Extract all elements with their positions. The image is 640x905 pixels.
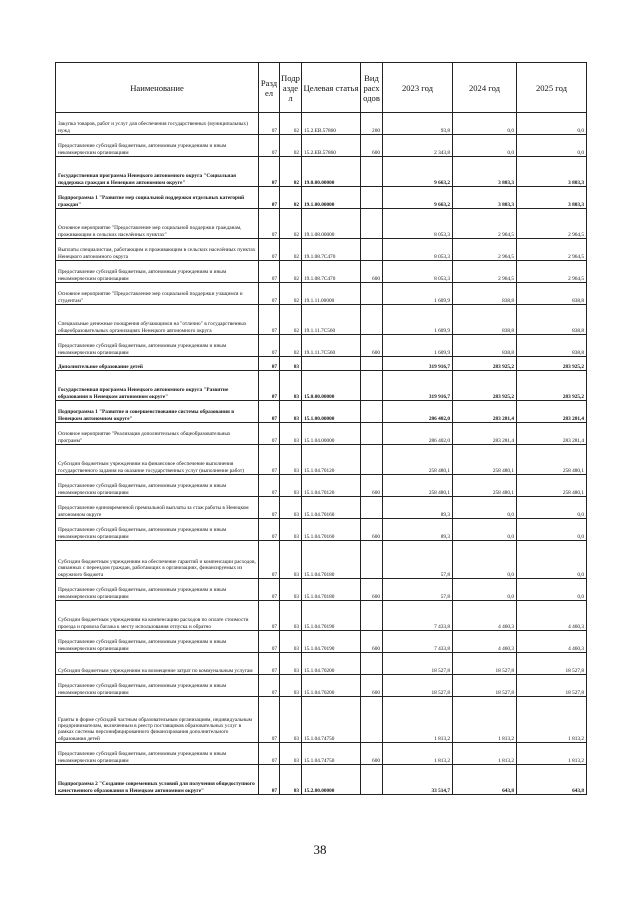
cell-section: 07 xyxy=(259,239,280,261)
cell-year-2023: 8 053,3 xyxy=(383,261,453,283)
cell-year-2025: 3 803,3 xyxy=(517,187,587,209)
cell-section: 07 xyxy=(259,261,280,283)
cell-expense-type xyxy=(361,401,383,423)
cell-subsection: 03 xyxy=(280,497,302,519)
cell-expense-type: 600 xyxy=(361,335,383,357)
cell-section: 07 xyxy=(259,209,280,239)
table-row xyxy=(56,283,587,305)
cell-expense-type xyxy=(361,697,383,743)
cell-name: Предоставление субсидий бюджетным, автономным учреждениям и иным некоммерческим организациям xyxy=(56,135,259,157)
cell-year-2024: 0,0 xyxy=(453,135,517,157)
cell-name: Предоставление субсидий бюджетным, автономным учреждениям и иным некоммерческим организациям xyxy=(56,335,259,357)
table-row xyxy=(56,423,587,445)
cell-subsection: 02 xyxy=(280,335,302,357)
cell-subsection: 03 xyxy=(280,519,302,541)
page-number: 38 xyxy=(313,842,327,857)
cell-article: 19.1.00.00000 xyxy=(302,187,361,209)
cell-year-2024: 0,0 xyxy=(453,497,517,519)
cell-name: Предоставление субсидий бюджетным, автономным учреждениям и иным некоммерческим организациям xyxy=(56,519,259,541)
cell-section: 07 xyxy=(259,283,280,305)
table-row xyxy=(56,475,587,497)
cell-year-2023: 1 813,2 xyxy=(383,743,453,765)
cell-name: Государственная программа Ненецкого автономного округа "Социальная поддержка граждан в Ненецком автономном округе" xyxy=(56,157,259,187)
cell-article: 15.0.00.00000 xyxy=(302,371,361,401)
cell-year-2024: 2 964,5 xyxy=(453,239,517,261)
cell-subsection: 02 xyxy=(280,187,302,209)
cell-article: 15.1.04.74750 xyxy=(302,743,361,765)
cell-section: 07 xyxy=(259,423,280,445)
cell-section: 07 xyxy=(259,305,280,335)
cell-year-2023: 319 916,7 xyxy=(383,371,453,401)
table-row xyxy=(56,113,587,135)
cell-section: 07 xyxy=(259,601,280,631)
cell-expense-type xyxy=(361,157,383,187)
cell-year-2025: 283 925,2 xyxy=(517,371,587,401)
cell-expense-type xyxy=(361,445,383,475)
cell-expense-type xyxy=(361,305,383,335)
cell-subsection: 02 xyxy=(280,283,302,305)
header-section: Разд ел xyxy=(259,63,280,113)
cell-section: 07 xyxy=(259,357,280,371)
cell-year-2025: 283 281,4 xyxy=(517,423,587,445)
cell-expense-type xyxy=(361,187,383,209)
cell-article: 15.2.ЕВ.57860 xyxy=(302,113,361,135)
cell-subsection: 03 xyxy=(280,631,302,653)
table-row xyxy=(56,239,587,261)
cell-section: 07 xyxy=(259,631,280,653)
cell-article: 15.1.04.70200 xyxy=(302,653,361,675)
cell-section: 07 xyxy=(259,653,280,675)
table-row xyxy=(56,519,587,541)
cell-article: 19.1.11.7С560 xyxy=(302,305,361,335)
cell-year-2025: 838,8 xyxy=(517,283,587,305)
cell-expense-type xyxy=(361,239,383,261)
cell-section: 07 xyxy=(259,475,280,497)
table-row xyxy=(56,157,587,187)
cell-year-2023: 258 480,1 xyxy=(383,445,453,475)
cell-year-2025: 643,8 xyxy=(517,765,587,795)
cell-name: Подпрограмма 1 "Развитие и совершенствование системы образования в Ненецком автономном округе" xyxy=(56,401,259,423)
cell-year-2024: 0,0 xyxy=(453,579,517,601)
cell-name: Субсидии бюджетным учреждениям на обеспечение гарантий и компенсации расходов, связанных с переездом граждан, работающих в организациях, финансируемых из окружного бюджета xyxy=(56,541,259,579)
cell-article: 15.1.04.70180 xyxy=(302,541,361,579)
cell-year-2025: 2 964,5 xyxy=(517,209,587,239)
cell-name: Подпрограмма 2 "Создание современных условий для получения общедоступного качественного образования в Ненецком автономном округе" xyxy=(56,765,259,795)
cell-year-2024: 643,8 xyxy=(453,765,517,795)
cell-name: Дополнительное образование детей xyxy=(56,357,259,371)
cell-year-2023: 93,8 xyxy=(383,113,453,135)
table-row xyxy=(56,675,587,697)
cell-year-2024: 283 281,4 xyxy=(453,401,517,423)
cell-name: Подпрограмма 1 "Развитие мер социальной поддержки отдельных категорий граждан" xyxy=(56,187,259,209)
cell-article: 19.1.08.7С470 xyxy=(302,239,361,261)
cell-section: 07 xyxy=(259,371,280,401)
cell-article: 15.1.04.74750 xyxy=(302,697,361,743)
cell-article: 15.1.04.70160 xyxy=(302,519,361,541)
cell-name: Предоставление субсидий бюджетным, автономным учреждениям и иным некоммерческим организациям xyxy=(56,675,259,697)
table-row xyxy=(56,601,587,631)
cell-year-2024: 2 964,5 xyxy=(453,261,517,283)
cell-name: Закупка товаров, работ и услуг для обеспечения государственных (муниципальных) нужд xyxy=(56,113,259,135)
cell-year-2025: 283 925,2 xyxy=(517,357,587,371)
cell-name: Предоставление субсидий бюджетным, автономным учреждениям и иным некоммерческим организациям xyxy=(56,261,259,283)
header-subsection: Подр азде л xyxy=(280,63,302,113)
table-header-row xyxy=(56,63,587,113)
cell-subsection: 03 xyxy=(280,653,302,675)
cell-year-2023: 18 527,8 xyxy=(383,653,453,675)
table-row xyxy=(56,653,587,675)
cell-year-2024: 0,0 xyxy=(453,113,517,135)
cell-year-2023: 1 609,9 xyxy=(383,283,453,305)
header-name: Наименование xyxy=(56,63,259,113)
cell-article: 15.1.04.70120 xyxy=(302,445,361,475)
cell-article: 15.2.00.00000 xyxy=(302,765,361,795)
cell-year-2024: 18 527,8 xyxy=(453,675,517,697)
cell-subsection: 03 xyxy=(280,601,302,631)
cell-year-2024: 3 803,3 xyxy=(453,157,517,187)
cell-section: 07 xyxy=(259,497,280,519)
cell-year-2023: 319 916,7 xyxy=(383,357,453,371)
cell-year-2025: 0,0 xyxy=(517,113,587,135)
cell-subsection: 03 xyxy=(280,675,302,697)
cell-year-2023: 258 480,1 xyxy=(383,475,453,497)
cell-expense-type: 200 xyxy=(361,113,383,135)
cell-year-2023: 7 433,8 xyxy=(383,631,453,653)
cell-name: Предоставление субсидий бюджетным, автономным учреждениям и иным некоммерческим организациям xyxy=(56,743,259,765)
cell-subsection: 02 xyxy=(280,157,302,187)
cell-section: 07 xyxy=(259,765,280,795)
cell-year-2025: 4 460,3 xyxy=(517,631,587,653)
cell-year-2025: 3 803,3 xyxy=(517,157,587,187)
cell-subsection: 02 xyxy=(280,239,302,261)
cell-section: 07 xyxy=(259,135,280,157)
cell-section: 07 xyxy=(259,445,280,475)
cell-subsection: 02 xyxy=(280,113,302,135)
cell-name: Гранты в форме субсидий частным образовательным организациям, индивидуальным предпринимателям, включенным в реестр поставщиков образовательных услуг в рамках системы персонифицированного финансирования дополнительного образования детей xyxy=(56,697,259,743)
cell-expense-type: 600 xyxy=(361,675,383,697)
cell-year-2025: 1 813,2 xyxy=(517,697,587,743)
cell-year-2025: 838,8 xyxy=(517,305,587,335)
cell-expense-type: 600 xyxy=(361,519,383,541)
cell-section: 07 xyxy=(259,579,280,601)
cell-year-2024: 283 925,2 xyxy=(453,371,517,401)
cell-year-2025: 258 480,1 xyxy=(517,445,587,475)
cell-year-2023: 33 514,7 xyxy=(383,765,453,795)
cell-year-2024: 258 480,1 xyxy=(453,445,517,475)
cell-expense-type xyxy=(361,653,383,675)
cell-article: 15.1.04.70200 xyxy=(302,675,361,697)
cell-section: 07 xyxy=(259,113,280,135)
cell-year-2023: 1 813,2 xyxy=(383,697,453,743)
cell-article xyxy=(302,357,361,371)
cell-year-2023: 8 053,3 xyxy=(383,209,453,239)
cell-year-2025: 258 480,1 xyxy=(517,475,587,497)
table-row xyxy=(56,371,587,401)
cell-year-2025: 0,0 xyxy=(517,541,587,579)
table-row xyxy=(56,261,587,283)
cell-name: Специальные денежные поощрения обучающимся на "отлично" в государственных общеобразовательных организациях Ненецкого автономного округа xyxy=(56,305,259,335)
cell-name: Предоставление субсидий бюджетным, автономным учреждениям и иным некоммерческим организациям xyxy=(56,475,259,497)
table-row xyxy=(56,743,587,765)
cell-subsection: 02 xyxy=(280,209,302,239)
cell-section: 07 xyxy=(259,541,280,579)
cell-section: 07 xyxy=(259,157,280,187)
cell-year-2024: 838,8 xyxy=(453,283,517,305)
cell-name: Предоставление единовременной премиальной выплаты за стаж работы в Ненецком автономном округе xyxy=(56,497,259,519)
cell-year-2023: 1 609,9 xyxy=(383,305,453,335)
table-row xyxy=(56,697,587,743)
table-row xyxy=(56,579,587,601)
cell-year-2025: 0,0 xyxy=(517,579,587,601)
cell-year-2024: 283 925,2 xyxy=(453,357,517,371)
table-row xyxy=(56,305,587,335)
cell-year-2025: 2 964,5 xyxy=(517,261,587,283)
table-row xyxy=(56,187,587,209)
cell-year-2025: 18 527,8 xyxy=(517,675,587,697)
cell-year-2025: 0,0 xyxy=(517,497,587,519)
cell-subsection: 02 xyxy=(280,305,302,335)
cell-year-2023: 89,3 xyxy=(383,497,453,519)
cell-article: 15.2.ЕВ.57860 xyxy=(302,135,361,157)
cell-section: 07 xyxy=(259,675,280,697)
cell-article: 15.1.04.70190 xyxy=(302,601,361,631)
cell-name: Предоставление субсидий бюджетным, автономным учреждениям и иным некоммерческим организациям xyxy=(56,631,259,653)
table-row xyxy=(56,497,587,519)
table-row xyxy=(56,357,587,371)
cell-expense-type xyxy=(361,765,383,795)
cell-section: 07 xyxy=(259,401,280,423)
cell-name: Субсидии бюджетным учреждениям на компенсацию расходов по оплате стоимости проезда и провоза багажа к месту использования отпуска и обратно xyxy=(56,601,259,631)
cell-expense-type xyxy=(361,357,383,371)
cell-year-2024: 0,0 xyxy=(453,541,517,579)
cell-year-2025: 283 281,4 xyxy=(517,401,587,423)
cell-year-2023: 9 663,2 xyxy=(383,157,453,187)
cell-name: Субсидии бюджетным учреждениям на возмещение затрат по коммунальным услугам xyxy=(56,653,259,675)
table-body xyxy=(56,113,587,795)
cell-article: 19.1.08.00000 xyxy=(302,209,361,239)
cell-year-2023: 1 609,9 xyxy=(383,335,453,357)
cell-year-2024: 18 527,8 xyxy=(453,653,517,675)
cell-expense-type xyxy=(361,371,383,401)
cell-year-2024: 258 480,1 xyxy=(453,475,517,497)
cell-subsection: 02 xyxy=(280,261,302,283)
cell-year-2025: 0,0 xyxy=(517,135,587,157)
cell-expense-type: 600 xyxy=(361,475,383,497)
cell-year-2023: 57,8 xyxy=(383,541,453,579)
cell-year-2025: 1 813,2 xyxy=(517,743,587,765)
cell-name: Государственная программа Ненецкого автономного округа "Развитие образования в Ненецком автономном округе" xyxy=(56,371,259,401)
cell-year-2024: 838,8 xyxy=(453,335,517,357)
cell-subsection: 03 xyxy=(280,765,302,795)
cell-expense-type: 600 xyxy=(361,261,383,283)
cell-expense-type xyxy=(361,497,383,519)
cell-article: 15.1.00.00000 xyxy=(302,401,361,423)
cell-expense-type xyxy=(361,541,383,579)
cell-subsection: 03 xyxy=(280,475,302,497)
cell-name: Основное мероприятие "Предоставление мер социальной поддержки учащимся и студентам" xyxy=(56,283,259,305)
cell-year-2023: 7 433,8 xyxy=(383,601,453,631)
cell-article: 15.1.04.00000 xyxy=(302,423,361,445)
cell-article: 15.1.04.70190 xyxy=(302,631,361,653)
cell-year-2023: 89,3 xyxy=(383,519,453,541)
cell-subsection: 03 xyxy=(280,371,302,401)
cell-year-2023: 286 402,0 xyxy=(383,423,453,445)
cell-name: Выплаты специалистам, работающим и проживающим в сельских населённых пунктах Ненецкого автономного округа xyxy=(56,239,259,261)
cell-subsection: 03 xyxy=(280,743,302,765)
cell-subsection: 02 xyxy=(280,135,302,157)
cell-year-2023: 9 663,2 xyxy=(383,187,453,209)
header-year-2024: 2024 год xyxy=(453,63,517,113)
table-row xyxy=(56,631,587,653)
cell-subsection: 03 xyxy=(280,401,302,423)
cell-section: 07 xyxy=(259,335,280,357)
cell-year-2023: 18 527,8 xyxy=(383,675,453,697)
cell-year-2025: 838,8 xyxy=(517,335,587,357)
cell-article: 15.1.04.70120 xyxy=(302,475,361,497)
table-row xyxy=(56,765,587,795)
cell-year-2025: 2 964,5 xyxy=(517,239,587,261)
cell-article: 19.1.11.00000 xyxy=(302,283,361,305)
cell-section: 07 xyxy=(259,743,280,765)
cell-year-2024: 4 460,3 xyxy=(453,601,517,631)
cell-year-2024: 283 281,4 xyxy=(453,423,517,445)
table-row xyxy=(56,541,587,579)
cell-subsection: 03 xyxy=(280,423,302,445)
table-row xyxy=(56,445,587,475)
cell-year-2024: 1 813,2 xyxy=(453,743,517,765)
cell-subsection: 03 xyxy=(280,357,302,371)
cell-article: 19.1.11.7С560 xyxy=(302,335,361,357)
cell-article: 19.0.00.00000 xyxy=(302,157,361,187)
cell-year-2025: 4 460,3 xyxy=(517,601,587,631)
cell-subsection: 03 xyxy=(280,445,302,475)
cell-expense-type xyxy=(361,423,383,445)
header-year-2025: 2025 год xyxy=(517,63,587,113)
cell-article: 15.1.04.70160 xyxy=(302,497,361,519)
cell-name: Основное мероприятие "Предоставление мер социальной поддержки гражданам, проживающим в сельских населённых пунктах" xyxy=(56,209,259,239)
cell-section: 07 xyxy=(259,519,280,541)
header-year-2023: 2023 год xyxy=(383,63,453,113)
cell-expense-type xyxy=(361,209,383,239)
cell-year-2024: 0,0 xyxy=(453,519,517,541)
cell-expense-type xyxy=(361,601,383,631)
cell-expense-type: 600 xyxy=(361,135,383,157)
cell-year-2023: 286 402,0 xyxy=(383,401,453,423)
table-row xyxy=(56,401,587,423)
cell-article: 19.1.08.7С470 xyxy=(302,261,361,283)
cell-year-2024: 1 813,2 xyxy=(453,697,517,743)
cell-expense-type: 600 xyxy=(361,579,383,601)
cell-expense-type xyxy=(361,283,383,305)
cell-year-2025: 0,0 xyxy=(517,519,587,541)
cell-name: Субсидии бюджетным учреждениям на финансовое обеспечение выполнения государственного задания на оказание государственных услуг (выполнение работ) xyxy=(56,445,259,475)
cell-year-2023: 8 053,3 xyxy=(383,239,453,261)
table-row xyxy=(56,209,587,239)
cell-subsection: 03 xyxy=(280,541,302,579)
cell-year-2025: 18 527,8 xyxy=(517,653,587,675)
cell-subsection: 03 xyxy=(280,579,302,601)
cell-name: Предоставление субсидий бюджетным, автономным учреждениям и иным некоммерческим организациям xyxy=(56,579,259,601)
cell-year-2023: 2 343,8 xyxy=(383,135,453,157)
cell-year-2024: 2 964,5 xyxy=(453,209,517,239)
cell-year-2023: 57,8 xyxy=(383,579,453,601)
cell-section: 07 xyxy=(259,187,280,209)
header-article: Целевая статья xyxy=(302,63,361,113)
table-row xyxy=(56,135,587,157)
header-expense-type: Вид расх одов xyxy=(361,63,383,113)
cell-expense-type: 600 xyxy=(361,631,383,653)
budget-table xyxy=(55,62,587,795)
cell-year-2024: 3 803,3 xyxy=(453,187,517,209)
cell-article: 15.1.04.70180 xyxy=(302,579,361,601)
cell-name: Основное мероприятие "Реализация дополнительных общеобразовательных программ" xyxy=(56,423,259,445)
cell-year-2024: 4 460,3 xyxy=(453,631,517,653)
cell-section: 07 xyxy=(259,697,280,743)
cell-year-2024: 838,8 xyxy=(453,305,517,335)
table-row xyxy=(56,335,587,357)
cell-expense-type: 600 xyxy=(361,743,383,765)
cell-subsection: 03 xyxy=(280,697,302,743)
